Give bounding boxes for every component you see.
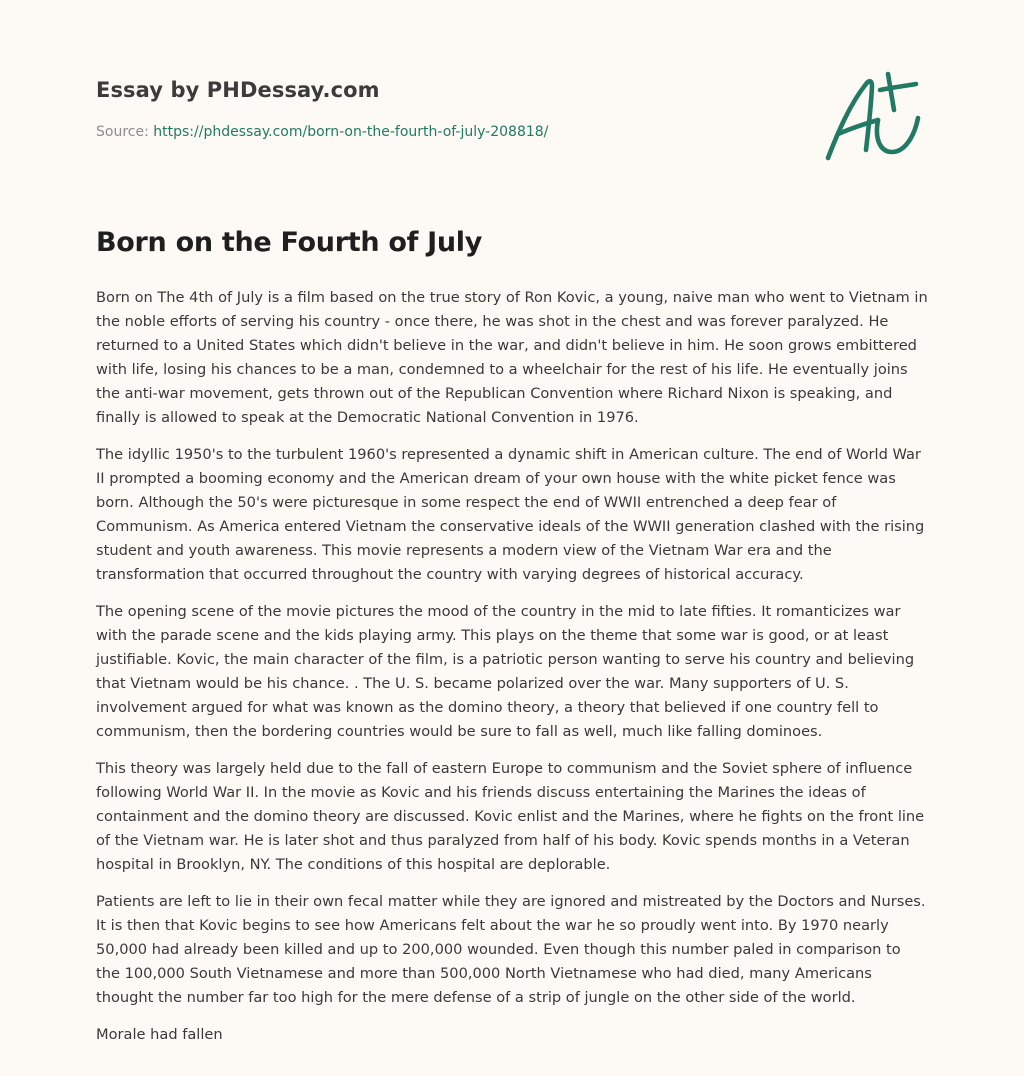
essay-paragraph: The opening scene of the movie pictures the mood of the country in the mid to late fifties. It romanticizes war with the parade scene and the kids playing army. This plays on the theme that some war is good, or at least justifiable. Kovic, the main character of the film, is a patriotic person wanting to serve his country and believing that Vietnam would be his chance. . The U. S. became polarized over the war. Many supporters of U. S. involvement argued for what was known as the domino theory, a theory that believed if one country fell to communism, then the bordering countries would be sure to fall as well, much like falling dominoes. <box>96 603 915 740</box>
essay-paragraph: Patients are left to lie in their own fecal matter while they are ignored and mistreated by the Doctors and Nurses. It is then that Kovic begins to see how Americans felt about the war he so proudly went into. By 1970 nearly 50,000 had already been killed and up to 200,000 wounded. Even though this number paled in comparison to the 100,000 South Vietnamese and more than 500,000 North Vietnamese who had died, many Americans thought the number far too high for the mere defense of a strip of jungle on the other side of the world. <box>96 893 926 1006</box>
essay-body <box>96 286 928 1060</box>
essay-paragraph: Born on The 4th of July is a film based on the true story of Ron Kovic, a young, naive man who went to Vietnam in the noble efforts of serving his country - once there, he was shot in the chest and was forever paralyzed. He returned to a United States which didn't believe in the war, and didn't believe in him. He soon grows embittered with life, losing his chances to be a man, condemned to a wheelchair for the rest of his life. He eventually joins the anti-war movement, gets thrown out of the Republican Convention where Richard Nixon is speaking, and finally is allowed to speak at the Democratic National Convention in 1976. <box>96 289 928 426</box>
source-link[interactable]: https://phdessay.com/born-on-the-fourth-of-july-208818/ <box>153 124 549 140</box>
a-plus-logo-icon <box>824 68 928 166</box>
essay-paragraph: Morale had fallen <box>96 1026 223 1043</box>
essay-paragraph: This theory was largely held due to the fall of eastern Europe to communism and the Soviet sphere of influence following World War II. In the movie as Kovic and his friends discuss entertaining the Marines the ideas of containment and the domino theory are discussed. Kovic enlist and the Marines, where he fights on the front line of the Vietnam war. He is later shot and thus paralyzed from half of his body. Kovic spends months in a Veteran hospital in Brooklyn, NY. The conditions of this hospital are deplorable. <box>96 760 925 873</box>
essay-paragraph: The idyllic 1950's to the turbulent 1960's represented a dynamic shift in American culture. The end of World War II prompted a booming economy and the American dream of your own house with the white picket fence was born. Although the 50's were picturesque in some respect the end of WWII entrenched a deep fear of Communism. As America entered Vietnam the conservative ideals of the WWII generation clashed with the rising student and youth awareness. This movie represents a modern view of the Vietnam War era and the transformation that occurred throughout the country with varying degrees of historical accuracy. <box>96 446 925 583</box>
essay-title: Born on the Fourth of July <box>96 227 483 258</box>
source-line <box>96 124 548 140</box>
source-label: Source: <box>96 124 154 140</box>
site-brand: Essay by PHDessay.com <box>96 78 380 102</box>
